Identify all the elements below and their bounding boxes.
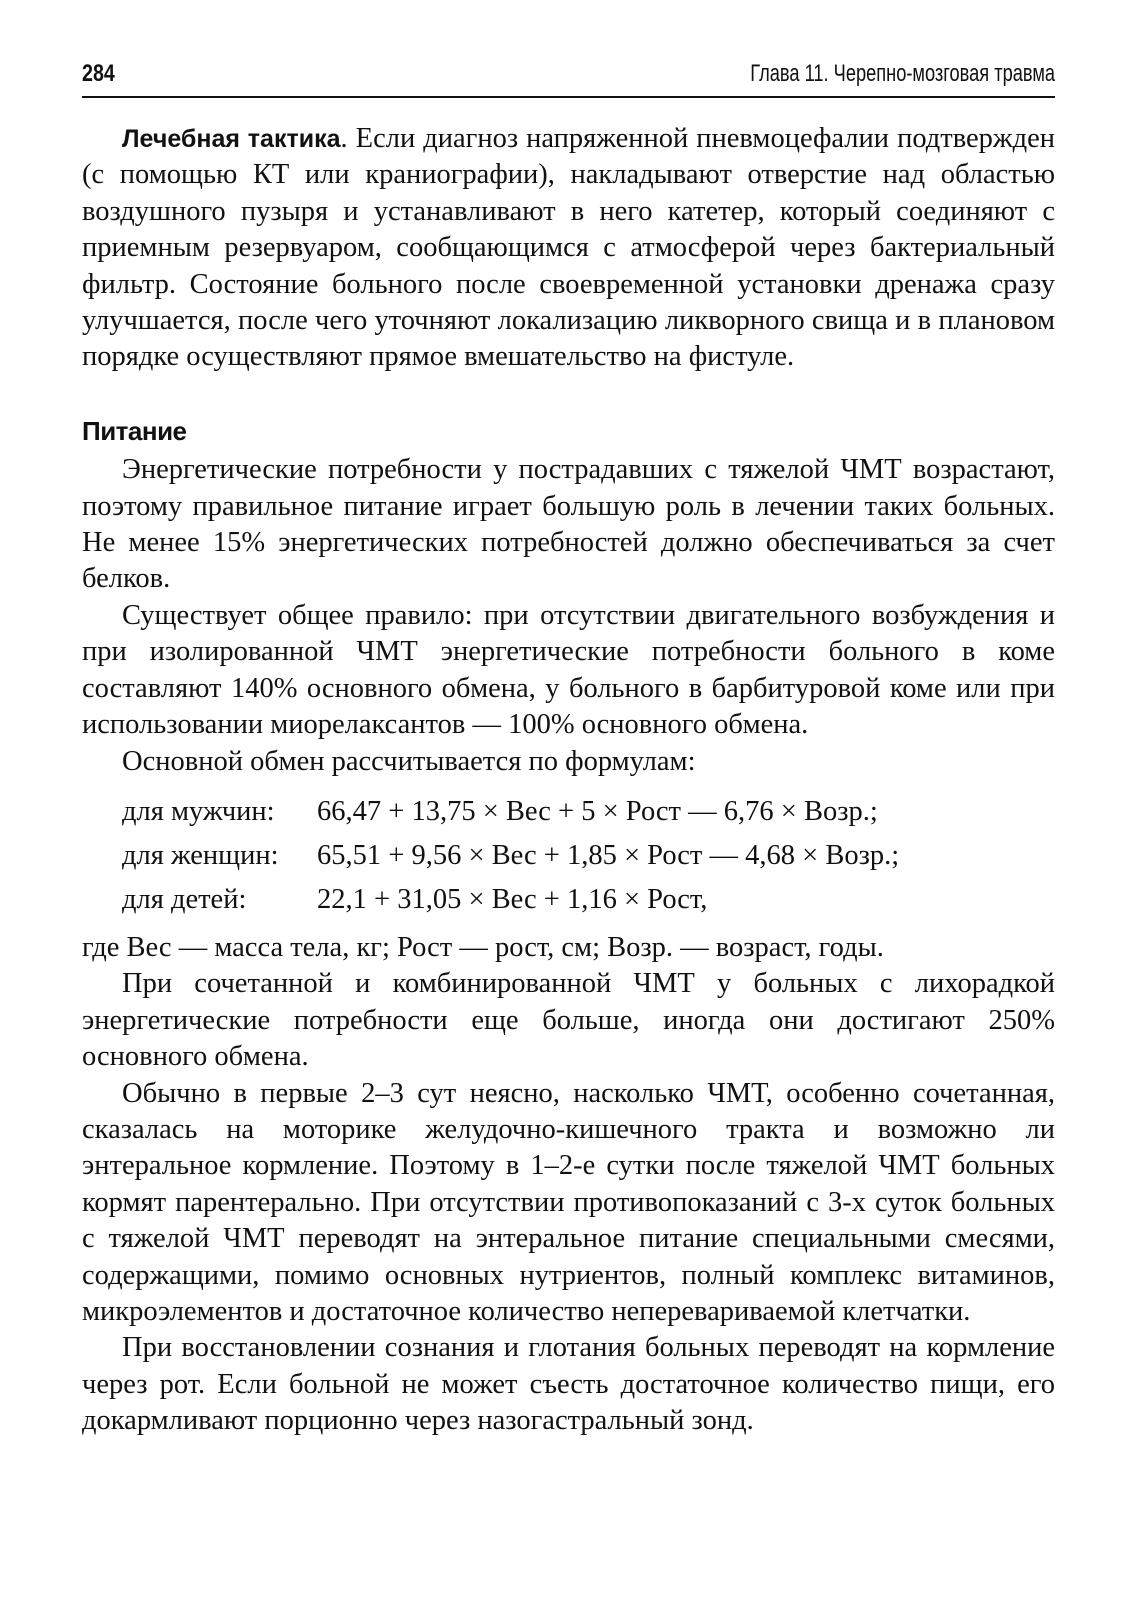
treatment-text: . Если диагноз напряженной пневмоцефалии подтвержден (с помощью КТ или краниографии), накладывают отверстие над областью воздушного пузыря и устанавливают в него катетер, который соединяют с приемным резервуаром, сообщающимся с атмосферой через бактериальный фильтр. Состояние больного после своевременной установки дренажа сразу улучшается, после чего уточняют локализацию ликворного свища и в плановом порядке осуществляют прямое вмешательство на фистуле.	[82, 123, 1055, 373]
nutrition-paragraph: Существует общее правило: при отсутствии двигательного возбуждения и при изолированной ЧМТ энергетические потребности больного в коме составляют 140% основного обмена, у больного в барбитуровой коме или при использовании миорелаксантов — 100% основного обмена.	[82, 599, 1055, 741]
running-head	[82, 60, 1055, 98]
treatment-lead-term: Лечебная тактика	[122, 125, 341, 153]
formula-label: для женщин:	[122, 839, 279, 871]
formula-expression: 22,1 + 31,05 × Вес + 1,16 × Рост,	[317, 883, 708, 915]
page-body	[82, 121, 1055, 1440]
treatment-paragraph	[82, 121, 1055, 376]
header-rule	[82, 96, 1055, 98]
formula-legend: где Вес — масса тела, кг; Рост — рост, см; Возр. — возраст, годы.	[82, 931, 884, 963]
formula-row	[82, 834, 1055, 878]
formula-expression: 65,51 + 9,56 × Вес + 1,85 × Рост — 4,68 × Возр.;	[317, 839, 900, 871]
nutrition-paragraph: При восстановлении сознания и глотания больных переводят на кормление через рот. Если больной не может съесть достаточное количество пищи, его докармливают порционно через назогастральный зонд.	[82, 1332, 1055, 1437]
formula-row	[82, 878, 1055, 922]
formula-row	[82, 790, 1055, 834]
chapter-title: Глава 11. Черепно-мозговая травма	[750, 60, 1055, 87]
nutrition-paragraph: Энергетические потребности у пострадавших с тяжелой ЧМТ возрастают, поэтому правильное питание играет большую роль в лечении таких больных. Не менее 15% энергетических потребностей должно обеспечиваться за счет белков.	[82, 454, 1055, 595]
page-number: 284	[82, 60, 115, 87]
nutrition-paragraph: При сочетанной и комбинированной ЧМТ у больных с лихорадкой энергетические потребности еще больше, иногда они достигают 250% основного обмена.	[82, 968, 1055, 1073]
formula-block	[82, 790, 1055, 922]
formula-label: для детей:	[122, 883, 247, 915]
formula-expression: 66,47 + 13,75 × Вес + 5 × Рост — 6,76 × Возр.;	[317, 795, 878, 827]
nutrition-paragraph: Основной обмен рассчитывается по формулам:	[122, 745, 696, 777]
nutrition-paragraph: Обычно в первые 2–3 сут неясно, насколько ЧМТ, особенно сочетанная, сказалась на моторике желудочно-кишечного тракта и возможно ли энтеральное кормление. Поэтому в 1–2-е сутки после тяжелой ЧМТ больных кормят парентерально. При отсутствии противопоказаний с 3-х суток больных с тяжелой ЧМТ переводят на энтеральное питание специальными смесями, содержащими, помимо основных нутриентов, полный комплекс витаминов, микроэлементов и достаточное количество неперевариваемой клетчатки.	[82, 1077, 1055, 1327]
section-heading-nutrition: Питание	[82, 415, 187, 446]
formula-label: для мужчин:	[122, 795, 275, 827]
